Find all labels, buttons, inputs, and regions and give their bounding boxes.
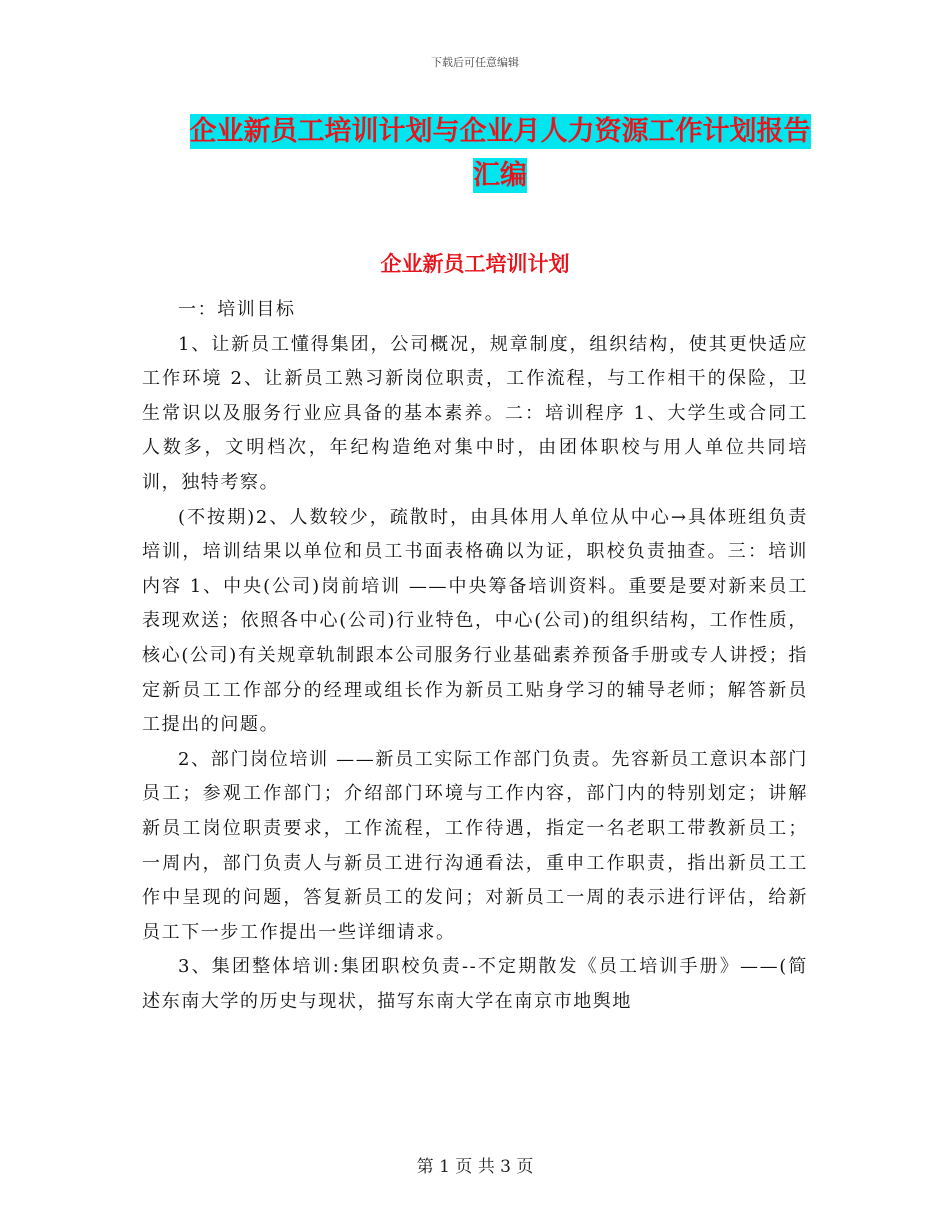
section-title: 企业新员工培训计划 bbox=[380, 252, 570, 276]
page-footer: 第 1 页 共 3 页 bbox=[416, 1157, 534, 1177]
body-text bbox=[142, 293, 808, 1019]
document-title bbox=[140, 110, 860, 198]
document-title-line-2: 汇编 bbox=[473, 160, 527, 191]
paragraph-group-training: 3、集团整体培训:集团职校负责--不定期散发《员工培训手册》——(简述东南大学的历史与现状，描写东南大学在南京市地舆地 bbox=[142, 956, 808, 1012]
paragraph-department-training: 2、部门岗位培训 ——新员工实际工作部门负责。先容新员工意识本部门员工；参观工作部门；介绍部门环境与工作内容，部门内的特别划定；讲解新员工岗位职责要求，工作流程，工作待遇，指定一名老职工带教新员工；一周内，部门负责人与新员工进行沟通看法，重申工作职责，指出新员工工作中呈现的问题，答复新员工的发问；对新员工一周的表示进行评估，给新员工下一步工作提出一些详细请求。 bbox=[142, 748, 808, 943]
header-note: 下载后可任意编辑 bbox=[431, 56, 519, 69]
document-title-line-1: 企业新员工培训计划与企业月人力资源工作计划报告 bbox=[189, 116, 811, 147]
paragraph-training-goal-heading: 一：培训目标 bbox=[178, 299, 296, 320]
paragraph-training-goals: 1、让新员工懂得集团，公司概况，规章制度，组织结构，使其更快适应工作环境 2、让新员工熟习新岗位职责，工作流程，与工作相干的保险，卫生常识以及服务行业应具备的基本素养。二：培训程序 1、大学生或合同工人数多，文明档次，年纪构造绝对集中时，由团体职校与用人单位共同培训，独特考察。 bbox=[142, 333, 808, 493]
paragraph-training-content: (不按期)2、人数较少，疏散时，由具体用人单位从中心→具体班组负责培训，培训结果以单位和员工书面表格确以为证，职校负责抽查。三：培训内容 1、中央(公司)岗前培训 ——中央筹备培训资料。重要是要对新来员工表现欢送；依照各中心(公司)行业特色，中心(公司)的组织结构，工作性质，核心(公司)有关规章轨制跟本公司服务行业基础素养预备手册或专人讲授；指定新员工工作部分的经理或组长作为新员工贴身学习的辅导老师；解答新员工提出的问题。 bbox=[142, 506, 808, 736]
